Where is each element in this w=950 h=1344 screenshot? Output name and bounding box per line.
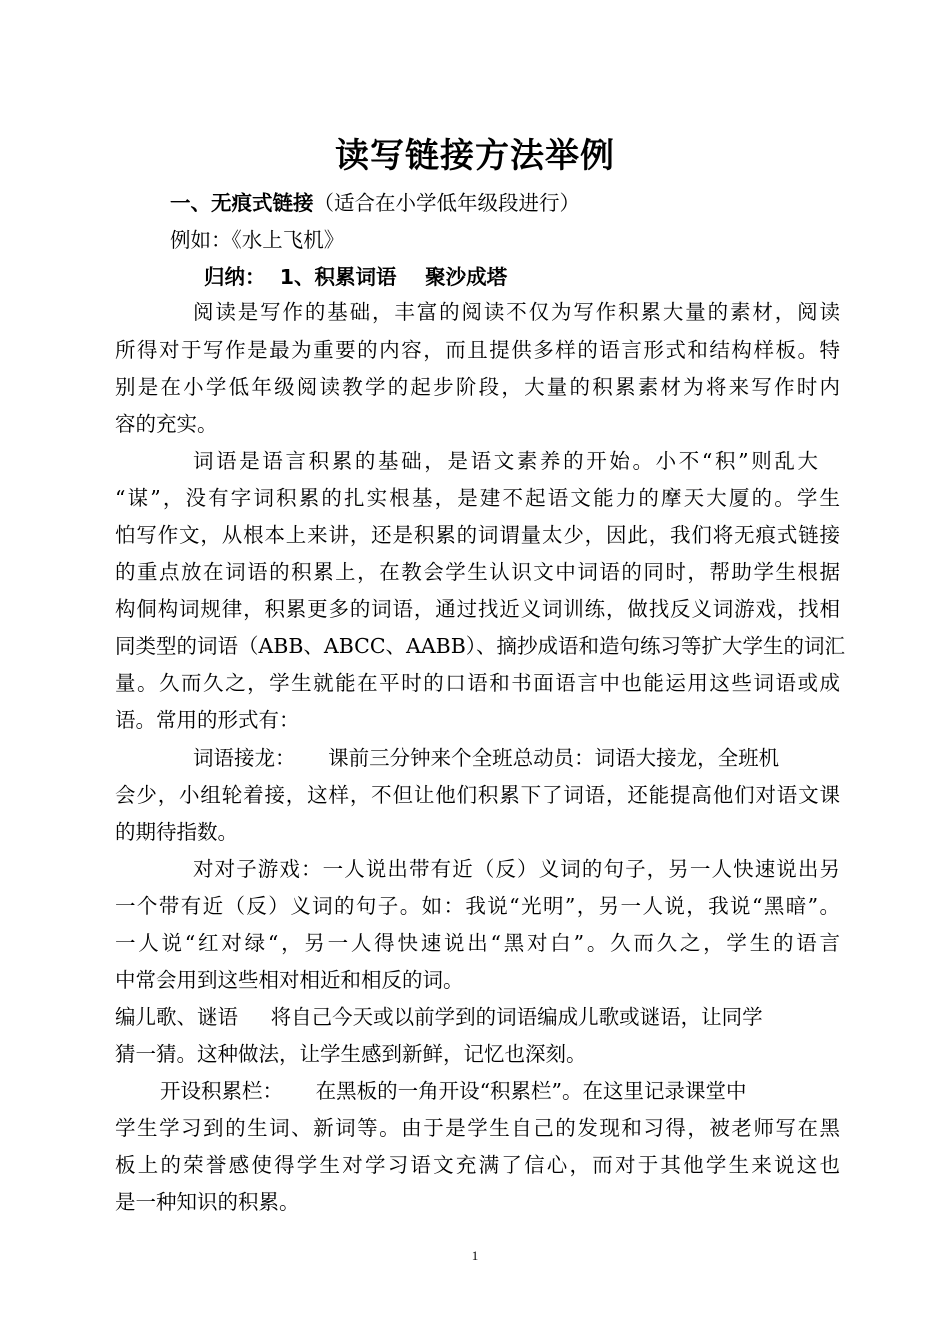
paragraph-line: 编儿歌、谜语 将自己今天或以前学到的词语编成儿歌或谜语，让同学 (115, 1005, 763, 1029)
paragraph-line: 语。常用的形式有： (115, 708, 300, 732)
section-heading-text: 一、无痕式链接 (170, 191, 314, 215)
paragraph-line: 词语是语言积累的基础，是语文素养的开始。小不“积”则乱大 (193, 449, 818, 473)
paragraph-line: 怕写作文，从根本上来讲，还是积累的词谓量太少，因此，我们将无痕式链接 (115, 523, 840, 547)
summary-line: 归纳： 1、积累词语 聚沙成塔 (204, 265, 508, 289)
page-number: 1 (471, 1248, 479, 1263)
paragraph-line: 的重点放在词语的积累上，在教会学生认识文中词语的同时，帮助学生根据 (115, 560, 840, 584)
paragraph-line: 阅读是写作的基础，丰富的阅读不仅为写作积累大量的素材，阅读 (193, 300, 840, 324)
paragraph-line: 中常会用到这些相对相近和相反的词。 (115, 968, 464, 992)
page-title: 读写链接方法举例 (335, 136, 615, 176)
section-heading-note: （适合在小学低年级段进行） (313, 191, 580, 215)
paragraph-line: 构侗构词规律，积累更多的词语，通过找近义词训练，做找反义词游戏，找相 (115, 597, 840, 621)
section-heading (170, 185, 895, 222)
paragraph-line: 一个带有近（反）义词的句子。如：我说“光明”，另一人说，我说“黑暗”。 (115, 894, 840, 918)
paragraph-line: 对对子游戏：一人说出带有近（反）义词的句子，另一人快速说出另 (193, 857, 840, 881)
paragraph-line: 所得对于写作是最为重要的内容，而且提供多样的语言形式和结构样板。特 (115, 338, 840, 362)
example-line: 例如：《水上飞机》 (170, 228, 345, 252)
paragraph-line: 学生学习到的生词、新词等。由于是学生自己的发现和习得，被老师写在黑 (115, 1116, 840, 1140)
paragraph-line: 的期待指数。 (115, 820, 238, 844)
paragraph-line: 一人说“红对绿“，另一人得快速说出“黑对白”。久而久之，学生的语言 (115, 931, 840, 955)
paragraph-line: 板上的荣誉感使得学生对学习语文充满了信心，而对于其他学生来说这也 (115, 1153, 840, 1177)
paragraph-line: 同类型的词语（ABB、ABCC、AABB）、摘抄成语和造句练习等扩大学生的词汇 (115, 634, 846, 658)
paragraph-line: 猜一猜。这种做法，让学生感到新鲜，记忆也深刻。 (115, 1042, 587, 1066)
paragraph-line: “谋”，没有字词积累的扎实根基，是建不起语文能力的摩天大厦的。学生 (115, 486, 840, 510)
paragraph-line: 是一种知识的积累。 (115, 1190, 300, 1214)
paragraph-line: 量。久而久之，学生就能在平时的口语和书面语言中也能运用这些词语或成 (115, 671, 840, 695)
paragraph-line: 别是在小学低年级阅读教学的起步阶段，大量的积累素材为将来写作时内 (115, 375, 840, 399)
paragraph-line: 容的充实。 (115, 412, 218, 436)
paragraph-line: 会少，小组轮着接，这样，不但让他们积累下了词语，还能提高他们对语文课 (115, 783, 840, 807)
paragraph-line: 词语接龙： 课前三分钟来个全班总动员：词语大接龙，全班机 (193, 746, 780, 770)
paragraph-line: 开设积累栏： 在黑板的一角开设“积累栏”。在这里记录课堂中 (160, 1079, 747, 1103)
